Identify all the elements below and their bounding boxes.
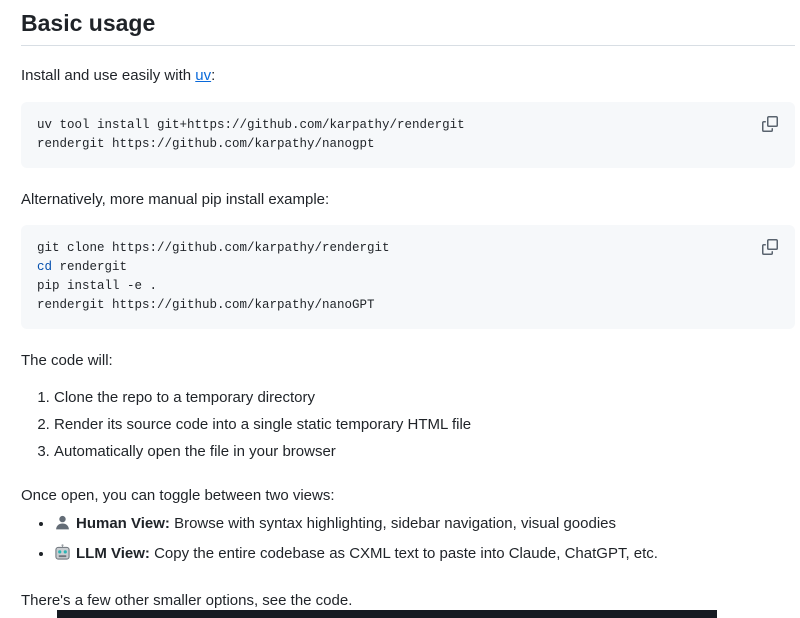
step-item: 3. Automatically open the file in your browser <box>54 441 795 463</box>
view-item-human <box>54 513 795 538</box>
section-heading: Basic usage <box>21 10 795 46</box>
code-content <box>37 116 779 154</box>
copy-button[interactable] <box>757 234 783 260</box>
intro-paragraph <box>21 65 795 88</box>
views-intro-paragraph: Once open, you can toggle between two views: <box>21 486 335 504</box>
uv-link[interactable]: uv <box>195 67 212 84</box>
code-line-rest: rendergit <box>52 260 128 274</box>
intro-text-suffix: : <box>211 67 216 84</box>
copy-icon <box>762 239 778 255</box>
code-line: uv tool install git+https://github.com/karpathy/rendergit <box>37 117 465 132</box>
alternative-paragraph: Alternatively, more manual pip install example: <box>21 190 330 208</box>
code-block-uv-install <box>21 102 795 168</box>
steps-list <box>21 387 795 463</box>
code-keyword-cd: cd <box>37 260 53 274</box>
code-content <box>37 239 779 315</box>
step-item: 2. Render its source code into a single static temporary HTML file <box>54 414 795 436</box>
copy-icon <box>762 116 778 132</box>
next-section-image-top-edge <box>57 610 717 618</box>
code-line: git clone https://github.com/karpathy/rendergit <box>37 241 390 255</box>
code-line: rendergit https://github.com/karpathy/nanogpt <box>37 136 375 151</box>
view-item-llm <box>54 543 795 568</box>
view-text: Copy the entire codebase as CXML text to paste into Claude, ChatGPT, etc. <box>149 545 658 562</box>
views-list <box>21 513 795 568</box>
intro-text-prefix: Install and use easily with <box>21 67 196 84</box>
view-label: LLM View: <box>76 545 150 562</box>
copy-button[interactable] <box>757 111 783 137</box>
code-line <box>37 258 779 277</box>
code-line: pip install -e . <box>37 279 158 293</box>
robot-icon <box>54 544 71 568</box>
view-label: Human View: <box>76 515 170 532</box>
outro-paragraph: There's a few other smaller options, see the code. <box>21 592 353 609</box>
bust-in-silhouette-icon <box>54 514 71 538</box>
steps-intro-paragraph: The code will: <box>21 352 113 369</box>
code-line: rendergit https://github.com/karpathy/nanoGPT <box>37 298 375 312</box>
step-item: 1. Clone the repo to a temporary directory <box>54 387 795 409</box>
code-block-pip-install <box>21 225 795 329</box>
view-text: Browse with syntax highlighting, sidebar navigation, visual goodies <box>169 515 617 532</box>
